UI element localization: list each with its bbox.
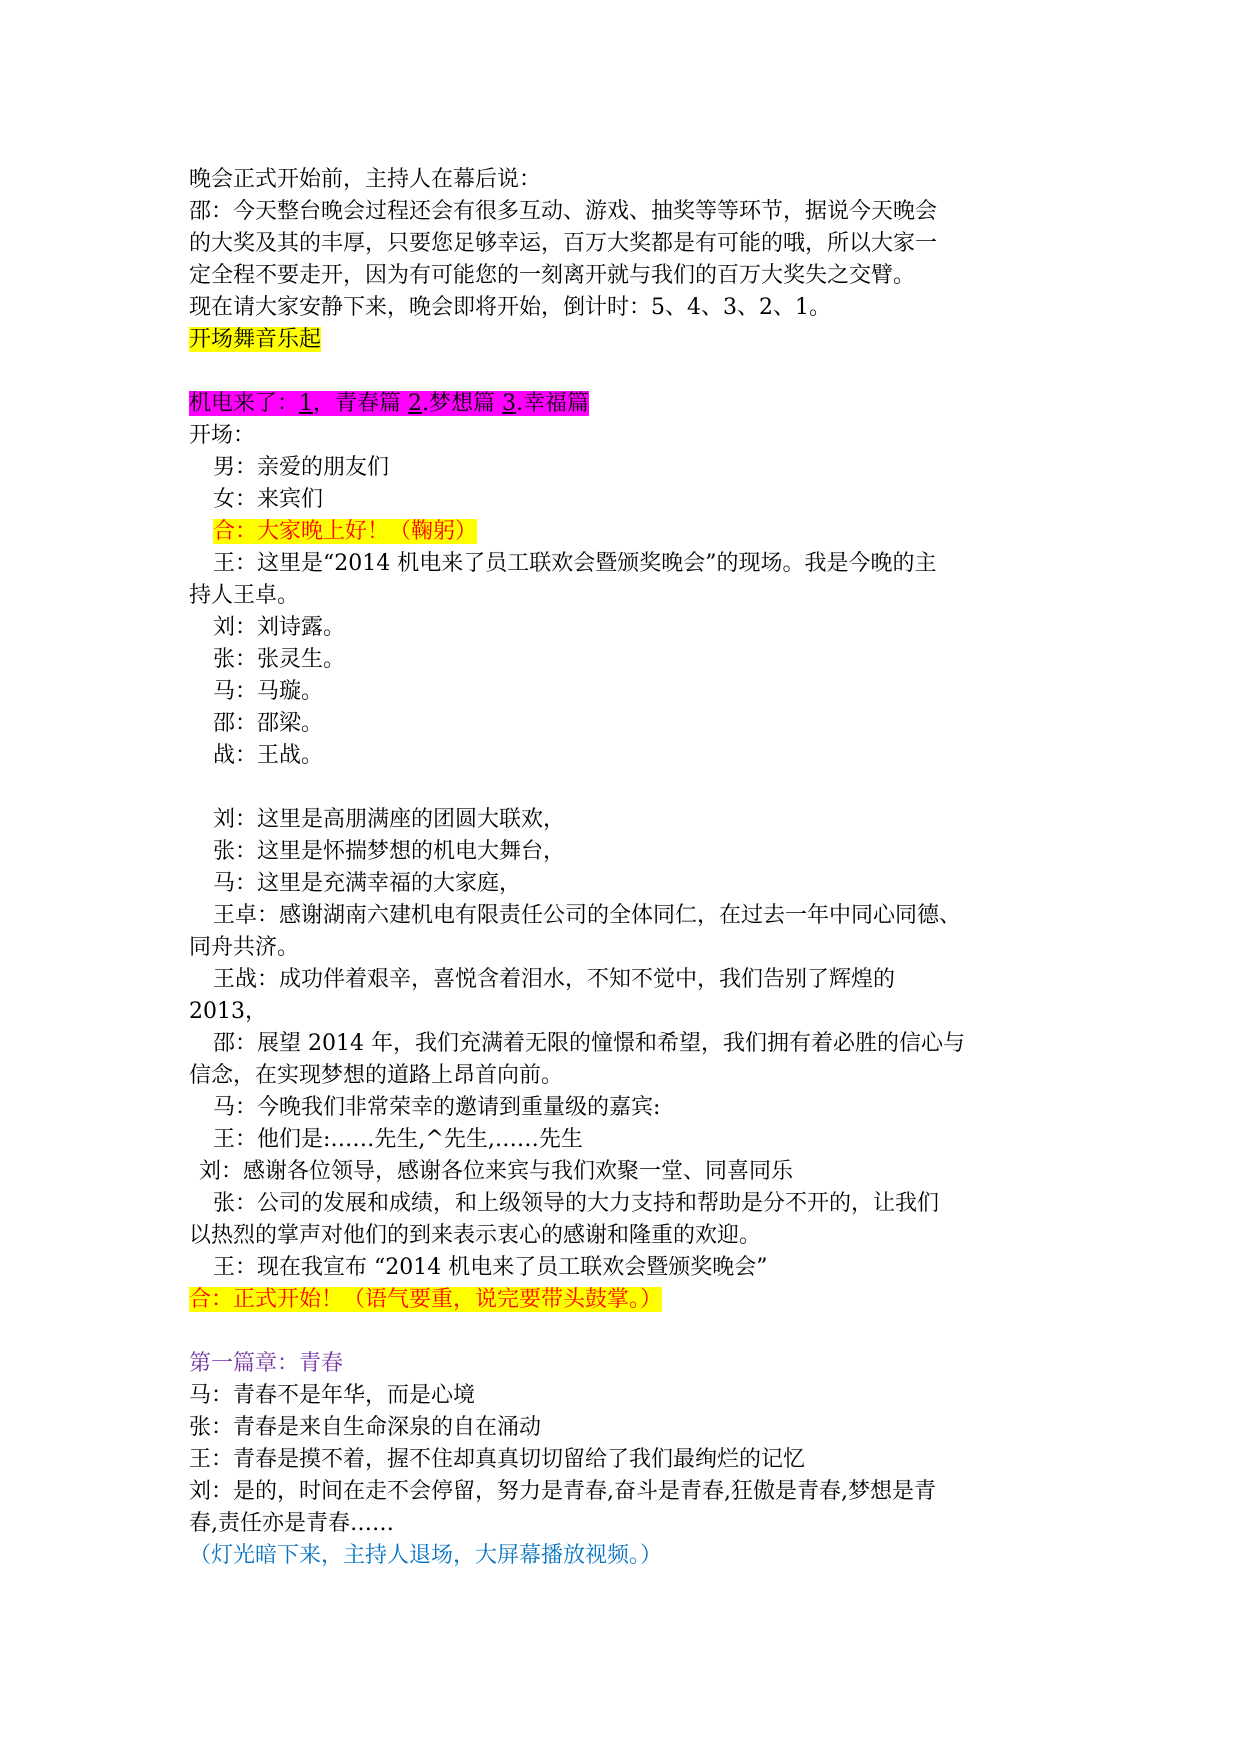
- spacer: [189, 1316, 1069, 1348]
- chapter-name-1: ，青春篇: [313, 391, 409, 416]
- script-line: 女：来宾们: [213, 487, 324, 512]
- spacer: [189, 772, 1069, 804]
- together-cue-text: 合：正式开始！（语气要重，说完要带头鼓掌。）: [189, 1287, 663, 1312]
- host-intro-line: 马：马璇。: [213, 679, 324, 704]
- host-intro-line: 战：王战。: [213, 743, 324, 768]
- script-line: 王：他们是:……先生,^先生,……先生: [213, 1127, 583, 1152]
- script-line: 王卓：感谢湖南六建机电有限责任公司的全体同仁，在过去一年中同心同德、: [213, 903, 962, 928]
- music-cue-text: 开场舞音乐起: [189, 327, 322, 352]
- host-intro-line: 刘：刘诗露。: [213, 615, 346, 640]
- script-line: 男：亲爱的朋友们: [213, 455, 390, 480]
- paragraph-line: 定全程不要走开，因为有可能您的一刻离开就与我们的百万大奖失之交臂。: [189, 263, 916, 288]
- paragraph-line: 邵：今天整台晚会过程还会有很多互动、游戏、抽奖等等环节，据说今天晚会: [189, 199, 938, 224]
- chapter-prefix: 机电来了：: [189, 391, 300, 416]
- chapter-list-highlight: [189, 391, 589, 416]
- script-line: 刘：感谢各位领导，感谢各位来宾与我们欢聚一堂、同喜同乐: [199, 1159, 794, 1184]
- together-cue-text: 合：大家晚上好！（鞠躬）: [213, 519, 478, 544]
- chapter-name-2: .梦想篇: [422, 391, 503, 416]
- together-cue: [189, 1284, 1069, 1316]
- script-line: 张：这里是怀揣梦想的机电大舞台，: [213, 839, 566, 864]
- countdown-line: 现在请大家安静下来，晚会即将开始，倒计时：5、4、3、2、1。: [189, 295, 831, 320]
- music-cue: [189, 324, 1069, 356]
- chapter-name-3: .幸福篇: [516, 391, 590, 416]
- script-line: 刘：是的，时间在走不会停留，努力是青春,奋斗是青春,狂傲是青春,梦想是青: [189, 1479, 936, 1504]
- chapter-number-2: 2: [408, 391, 423, 416]
- chapter-title: 第一篇章：青春: [189, 1351, 344, 1376]
- script-line: 以热烈的掌声对他们的到来表示衷心的感谢和隆重的欢迎。: [189, 1223, 762, 1248]
- script-line: 春,责任亦是青春……: [189, 1511, 394, 1536]
- script-line: 马：今晚我们非常荣幸的邀请到重量级的嘉宾:: [213, 1095, 661, 1120]
- document-body: [189, 164, 1069, 1572]
- script-line: 邵：展望 2014 年，我们充满着无限的憧憬和希望，我们拥有着必胜的信心与: [213, 1031, 965, 1056]
- stage-direction: （灯光暗下来，主持人退场，大屏幕播放视频。）: [189, 1543, 663, 1568]
- script-line: 持人王卓。: [189, 583, 300, 608]
- script-line: 马：这里是充满幸福的大家庭，: [213, 871, 522, 896]
- together-cue: [189, 516, 1069, 548]
- script-line: 张：公司的发展和成绩，和上级领导的大力支持和帮助是分不开的，让我们: [213, 1191, 940, 1216]
- paragraph-line: 的大奖及其的丰厚，只要您足够幸运，百万大奖都是有可能的哦，所以大家一: [189, 231, 938, 256]
- script-line: 刘：这里是高朋满座的团圆大联欢，: [213, 807, 566, 832]
- script-line: 2013，: [189, 999, 267, 1024]
- chapter-list: [189, 388, 1069, 420]
- script-line: 信念，在实现梦想的道路上昂首向前。: [189, 1063, 564, 1088]
- script-line: 王：现在我宣布 “2014 机电来了员工联欢会暨颁奖晚会”: [213, 1255, 768, 1280]
- script-line: 张：青春是来自生命深泉的自在涌动: [189, 1415, 542, 1440]
- script-line: 马：青春不是年华，而是心境: [189, 1383, 476, 1408]
- script-line: 王：这里是“2014 机电来了员工联欢会暨颁奖晚会”的现场。我是今晚的主: [213, 551, 937, 576]
- intro-line: 晚会正式开始前，主持人在幕后说：: [189, 167, 542, 192]
- script-line: 王战：成功伴着艰辛，喜悦含着泪水，不知不觉中，我们告别了辉煌的: [213, 967, 896, 992]
- script-line: 王：青春是摸不着，握不住却真真切切留给了我们最绚烂的记忆: [189, 1447, 806, 1472]
- host-intro-line: 张：张灵生。: [213, 647, 346, 672]
- spacer: [189, 356, 1069, 388]
- chapter-number-3: 3: [502, 391, 517, 416]
- chapter-number-1: 1: [299, 391, 314, 416]
- host-intro-line: 邵：邵梁。: [213, 711, 324, 736]
- script-line: 同舟共济。: [189, 935, 300, 960]
- opening-label: 开场：: [189, 423, 256, 448]
